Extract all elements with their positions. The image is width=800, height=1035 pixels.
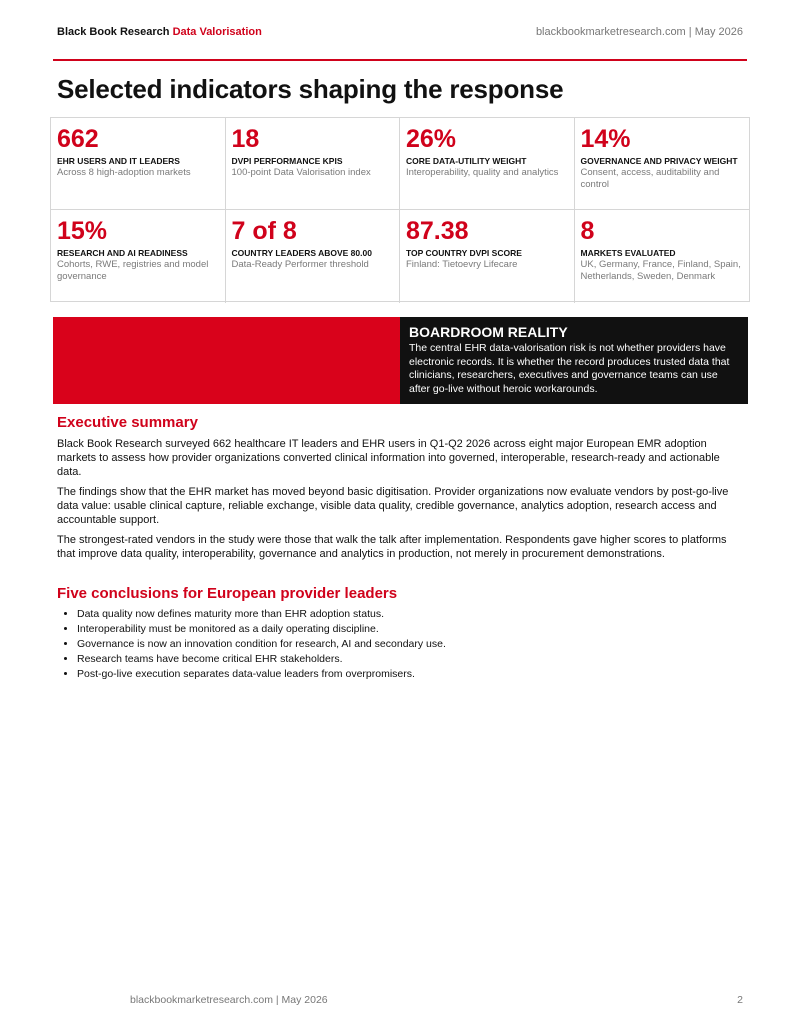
kpi-label: EHR USERS AND IT LEADERS — [57, 156, 180, 166]
page-footer — [130, 994, 743, 1006]
kpi-subtext: Data-Ready Performer threshold — [231, 259, 369, 270]
kpi-card — [575, 210, 750, 303]
kpi-card — [400, 118, 575, 210]
kpi-label: MARKETS EVALUATED — [580, 248, 676, 258]
brand-name: Black Book Research — [57, 26, 170, 38]
kpi-value: 87.38 — [406, 217, 469, 245]
executive-summary — [57, 414, 743, 567]
kpi-card — [51, 210, 226, 303]
kpi-card — [226, 210, 401, 303]
kpi-label: CORE DATA-UTILITY WEIGHT — [406, 156, 527, 166]
callout-text: The central EHR data-valorisation risk is not whether providers have electronic records. It is whether the record produces trusted data that clinicians, researchers, executives and governance teams can use after go-live without heroic workarounds. — [409, 342, 730, 395]
kpi-card — [51, 118, 226, 210]
kpi-card — [400, 210, 575, 303]
kpi-subtext: 100-point Data Valorisation index — [231, 167, 371, 178]
list-item: • Interoperability must be monitored as a daily operating discipline. — [77, 622, 743, 637]
kpi-subtext: Finland: Tietoevry Lifecare — [406, 259, 518, 270]
kpi-label: RESEARCH AND AI READINESS — [57, 248, 188, 258]
page-title: Selected indicators shaping the response — [57, 74, 564, 104]
kpi-subtext: Consent, access, auditability and control — [580, 167, 720, 190]
kpi-value: 8 — [580, 217, 595, 245]
list-item: • Post-go-live execution separates data-value leaders from overpromisers. — [77, 667, 743, 682]
kpi-subtext: Cohorts, RWE, registries and model governance — [57, 259, 209, 282]
kpi-value: 7 of 8 — [231, 217, 297, 245]
list-item: • Research teams have become critical EHR stakeholders. — [77, 652, 743, 667]
kpi-subtext: Interoperability, quality and analytics — [406, 167, 559, 178]
kpi-subtext: UK, Germany, France, Finland, Spain, Netherlands, Sweden, Denmark — [580, 259, 741, 282]
header-rule — [53, 59, 747, 61]
kpi-label: DVPI PERFORMANCE KPIS — [231, 156, 343, 166]
callout-text-panel — [400, 317, 748, 404]
kpi-value: 15% — [57, 217, 108, 245]
boardroom-callout — [53, 317, 748, 404]
brand — [57, 26, 262, 38]
summary-paragraph: The strongest-rated vendors in the study were those that walk the talk after implementation. Respondents gave higher scores to platforms that improve data quality, interoperability, governance and analytics in production, not merely in procurement demonstrations. — [57, 534, 727, 560]
kpi-value: 18 — [231, 125, 260, 153]
summary-paragraph: Black Book Research surveyed 662 healthcare IT leaders and EHR users in Q1-Q2 2026 across eight major European EMR adoption markets to assess how provider organizations converted clinical information into governed, interoperable, research-ready and actionable data. — [57, 438, 720, 478]
kpi-card — [575, 118, 750, 210]
callout-title: BOARDROOM REALITY — [409, 324, 568, 340]
list-item: • Data quality now defines maturity more than EHR adoption status. — [77, 607, 743, 622]
kpi-card — [226, 118, 401, 210]
conclusions-list — [57, 607, 743, 682]
kpi-label: COUNTRY LEADERS ABOVE 80.00 — [231, 248, 372, 258]
kpi-subtext: Across 8 high-adoption markets — [57, 167, 191, 178]
brand-accent: Data Valorisation — [172, 26, 262, 38]
footer-site-date: blackbookmarketresearch.com | May 2026 — [130, 994, 328, 1006]
kpi-grid — [50, 117, 750, 302]
summary-paragraph: The findings show that the EHR market has moved beyond basic digitisation. Provider organizations now evaluate vendors by post-go-live data value: usable clinical capture, reliable exchange, visible data quality, credible governance, analytics adoption, research access and accountable support. — [57, 486, 729, 526]
page-header — [57, 26, 743, 42]
list-item: • Governance is now an innovation condition for research, AI and secondary use. — [77, 637, 743, 652]
kpi-label: GOVERNANCE AND PRIVACY WEIGHT — [580, 156, 738, 166]
kpi-value: 662 — [57, 125, 99, 153]
kpi-value: 14% — [580, 125, 631, 153]
five-conclusions — [57, 585, 743, 682]
header-site-date: blackbookmarketresearch.com | May 2026 — [535, 26, 743, 38]
summary-heading: Executive summary — [57, 414, 198, 431]
kpi-value: 26% — [406, 125, 457, 153]
conclusions-heading: Five conclusions for European provider leaders — [57, 585, 398, 602]
kpi-label: TOP COUNTRY DVPI SCORE — [406, 248, 522, 258]
callout-red-panel — [53, 317, 400, 404]
page-number: 2 — [737, 994, 743, 1006]
